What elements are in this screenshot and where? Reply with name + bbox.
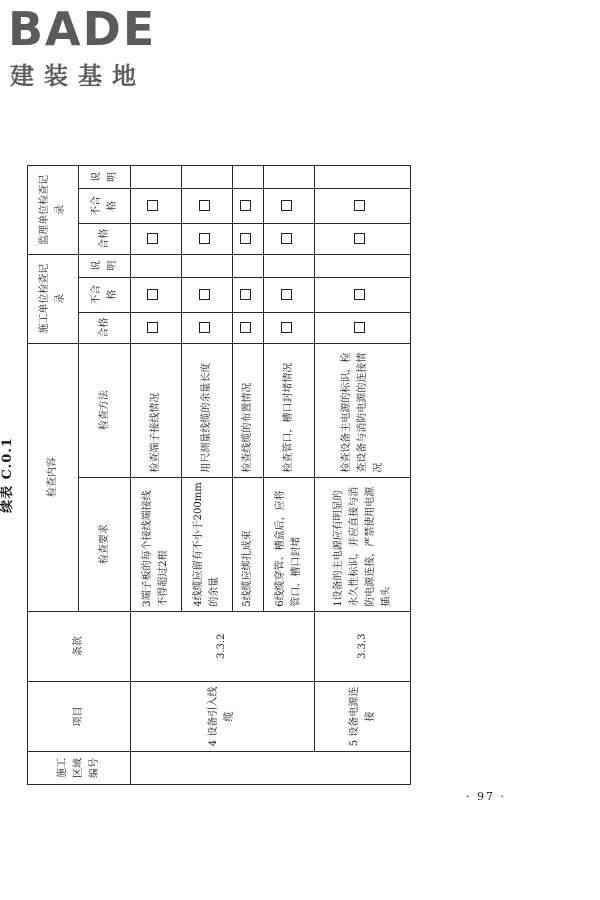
logo-subtitle: 建装基地: [10, 62, 146, 90]
project-cell: 4 设备引入线缆: [130, 681, 315, 751]
method-cell: 检查端子接线情况: [130, 343, 181, 477]
checkbox-icon[interactable]: [147, 322, 158, 333]
header-content: 检查内容: [28, 343, 79, 611]
checkbox-cell[interactable]: [130, 223, 181, 254]
header-contractor-note: 说明: [79, 254, 130, 277]
checkbox-icon[interactable]: [147, 233, 158, 244]
checkbox-cell[interactable]: [263, 277, 314, 312]
checkbox-icon[interactable]: [354, 200, 365, 211]
note-cell: [130, 254, 181, 277]
checkbox-cell[interactable]: [315, 188, 411, 223]
checkbox-cell[interactable]: [182, 277, 233, 312]
checkbox-cell[interactable]: [233, 277, 264, 312]
checkbox-icon[interactable]: [281, 200, 292, 211]
logo: [8, 2, 157, 91]
checkbox-cell[interactable]: [233, 312, 264, 343]
checkbox-icon[interactable]: [354, 289, 365, 300]
requirement-cell: 4线缆应留有不小于200mm的余量: [182, 477, 233, 611]
note-cell: [233, 254, 264, 277]
checkbox-icon[interactable]: [199, 233, 210, 244]
header-supervisor-fail: 不合格: [79, 188, 130, 223]
clause-cell: 3.3.3: [315, 611, 411, 681]
header-zone: 施工区域编号: [28, 752, 131, 785]
header-project: 项目: [28, 681, 131, 751]
note-cell: [130, 166, 181, 189]
requirement-cell: 1设备的主电源应有明显的永久性标识，并应直接与消防电源连接，严禁使用电源插头: [315, 477, 411, 611]
checkbox-cell[interactable]: [263, 188, 314, 223]
checkbox-icon[interactable]: [354, 322, 365, 333]
table-row: [130, 166, 181, 785]
table-row: [315, 166, 411, 785]
note-cell: [315, 254, 411, 277]
page-number: · 97 ·: [466, 790, 506, 803]
checkbox-cell[interactable]: [130, 188, 181, 223]
checkbox-cell[interactable]: [182, 188, 233, 223]
header-supervisor-note: 说明: [79, 166, 130, 189]
checkbox-cell[interactable]: [233, 188, 264, 223]
header-contractor-pass: 合格: [79, 312, 130, 343]
checkbox-icon[interactable]: [281, 322, 292, 333]
logo-mark: BADE: [8, 2, 157, 56]
inspection-table-wrapper: [27, 165, 411, 785]
header-clause: 条款: [28, 611, 131, 681]
note-cell: [263, 254, 314, 277]
project-cell: 5 设备电源连接: [315, 681, 411, 751]
requirement-cell: 3端子板的每个接线端接线不得超过2根: [130, 477, 181, 611]
table-caption: 续表 C.0.1: [0, 437, 15, 513]
checkbox-cell[interactable]: [130, 277, 181, 312]
checkbox-icon[interactable]: [199, 322, 210, 333]
header-method: 检查方法: [79, 343, 130, 477]
header-supervisor-pass: 合格: [79, 223, 130, 254]
checkbox-icon[interactable]: [281, 289, 292, 300]
note-cell: [233, 166, 264, 189]
requirement-cell: 5线缆应绑扎成束: [233, 477, 264, 611]
checkbox-icon[interactable]: [147, 289, 158, 300]
checkbox-icon[interactable]: [281, 233, 292, 244]
note-cell: [182, 254, 233, 277]
checkbox-icon[interactable]: [147, 200, 158, 211]
inspection-table: [27, 165, 411, 785]
method-cell: 检查管口，槽口封堵情况: [263, 343, 314, 477]
method-cell: 检查设备主电源的标识，检查设备与消防电源的连接情况: [315, 343, 411, 477]
checkbox-icon[interactable]: [199, 289, 210, 300]
header-contractor-fail: 不合格: [79, 277, 130, 312]
method-cell: 用尺测量线缆的余量长度: [182, 343, 233, 477]
checkbox-cell[interactable]: [182, 312, 233, 343]
checkbox-cell[interactable]: [233, 223, 264, 254]
checkbox-cell[interactable]: [263, 223, 314, 254]
zone-cell: [130, 752, 410, 785]
method-cell: 检查线缆的布置情况: [233, 343, 264, 477]
header-contractor: 施工单位检查记录: [28, 254, 79, 343]
clause-cell: 3.3.2: [130, 611, 315, 681]
header-requirement: 检查要求: [79, 477, 130, 611]
checkbox-cell[interactable]: [315, 277, 411, 312]
checkbox-icon[interactable]: [240, 322, 251, 333]
checkbox-icon[interactable]: [199, 200, 210, 211]
note-cell: [263, 166, 314, 189]
checkbox-cell[interactable]: [315, 312, 411, 343]
rotated-page-content: [0, 145, 415, 805]
checkbox-icon[interactable]: [354, 233, 365, 244]
header-supervisor: 监理单位检查记录: [28, 166, 79, 255]
checkbox-cell[interactable]: [315, 223, 411, 254]
note-cell: [182, 166, 233, 189]
header-row-1: [28, 166, 79, 785]
checkbox-cell[interactable]: [263, 312, 314, 343]
note-cell: [315, 166, 411, 189]
checkbox-icon[interactable]: [240, 233, 251, 244]
checkbox-icon[interactable]: [240, 200, 251, 211]
requirement-cell: 6线缆穿管、槽盒后，应将管口、槽口封堵: [263, 477, 314, 611]
checkbox-icon[interactable]: [240, 289, 251, 300]
checkbox-cell[interactable]: [182, 223, 233, 254]
checkbox-cell[interactable]: [130, 312, 181, 343]
